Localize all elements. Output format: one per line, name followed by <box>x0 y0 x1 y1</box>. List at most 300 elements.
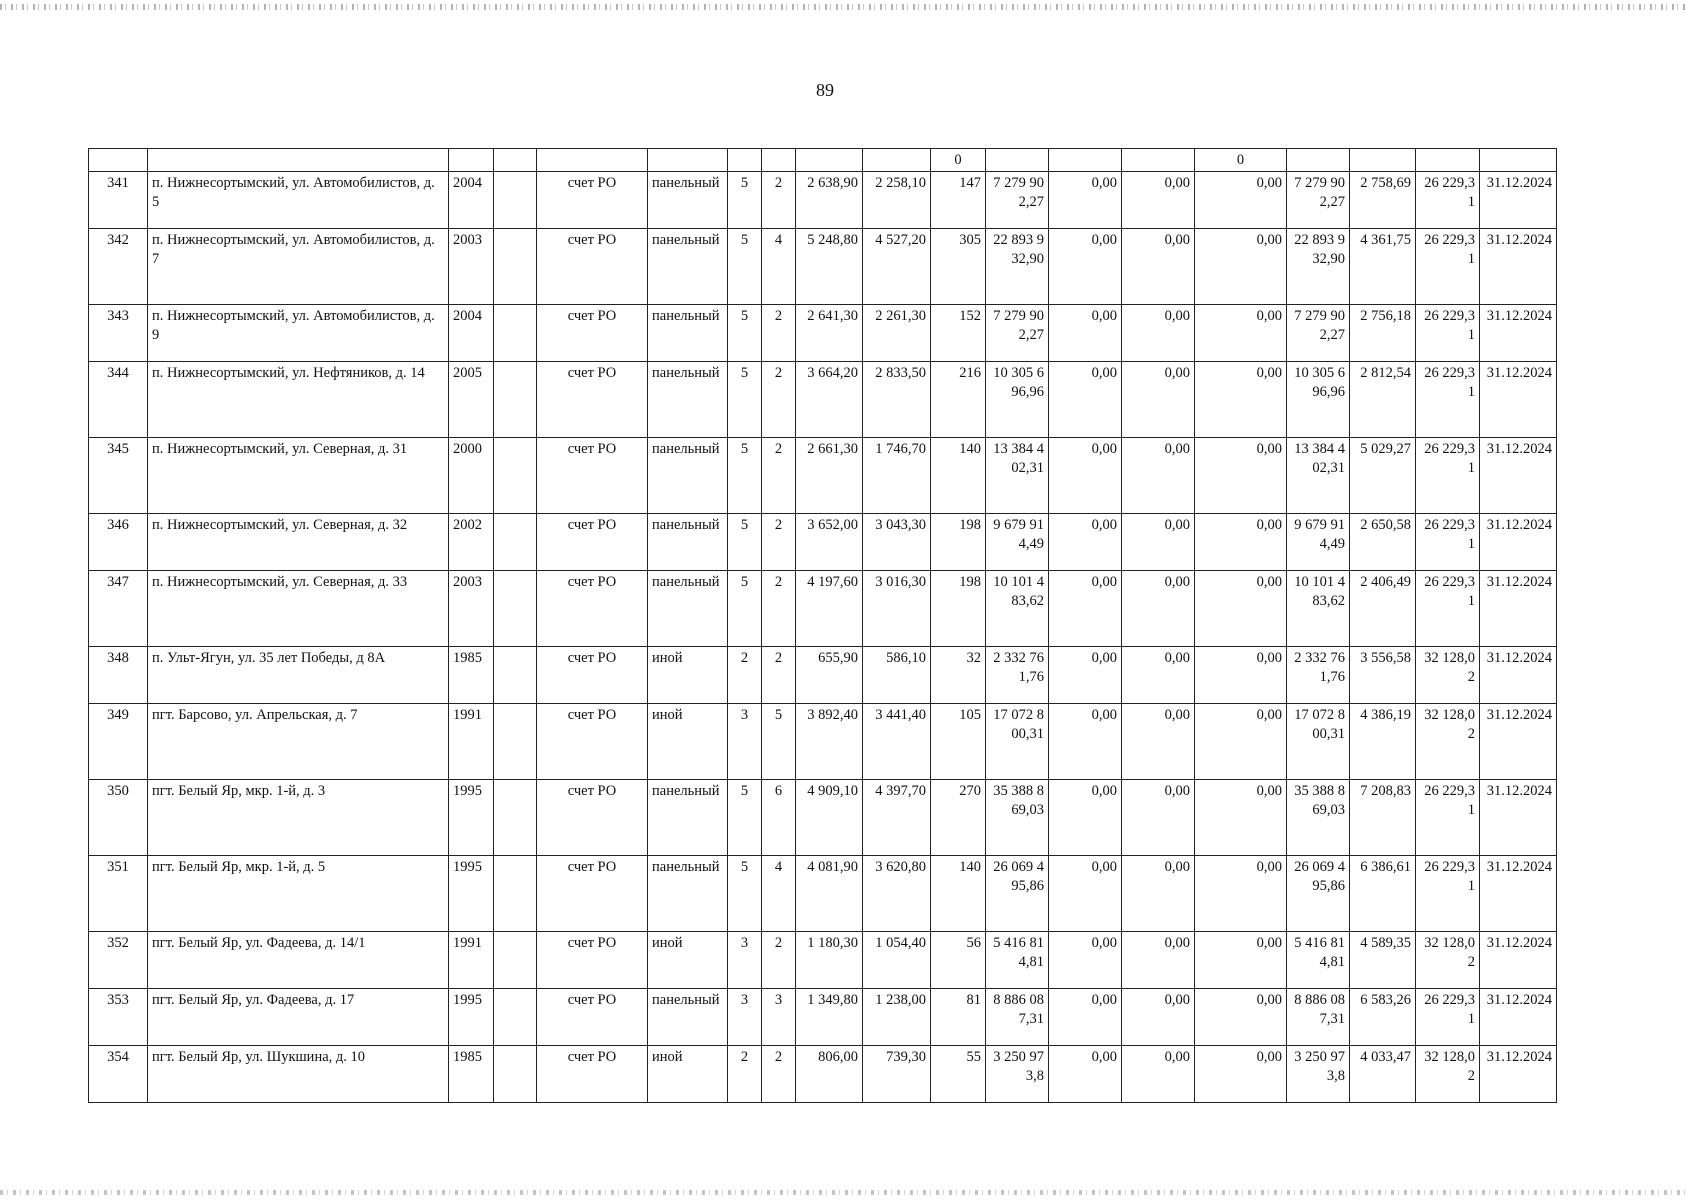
area-total-cell: 4 909,10 <box>796 780 863 856</box>
date-cell: 31.12.2024 <box>1480 856 1557 932</box>
year-cell: 2003 <box>449 229 494 305</box>
address-cell: п. Ульт-Ягун, ул. 35 лет Победы, д 8А <box>148 647 449 704</box>
per-m2-cell: 6 583,26 <box>1350 989 1416 1046</box>
year-cell: 2004 <box>449 305 494 362</box>
continuation-cell <box>986 149 1049 172</box>
value-2-cell: 0,00 <box>1122 229 1195 305</box>
cost-cell: 13 384 402,31 <box>986 438 1049 514</box>
address-cell: п. Нижнесортымский, ул. Северная, д. 31 <box>148 438 449 514</box>
cost-cell: 3 250 973,8 <box>986 1046 1049 1103</box>
value-1-cell: 0,00 <box>1049 780 1122 856</box>
value-1-cell: 0,00 <box>1049 647 1122 704</box>
continuation-cell <box>89 149 148 172</box>
row-number: 345 <box>89 438 148 514</box>
entrances-cell: 2 <box>762 362 796 438</box>
per-m2-cell: 4 589,35 <box>1350 932 1416 989</box>
continuation-cell <box>1350 149 1416 172</box>
address-cell: пгт. Белый Яр, ул. Фадеева, д. 17 <box>148 989 449 1046</box>
value-2-cell: 0,00 <box>1122 571 1195 647</box>
account-cell: счет РО <box>537 704 648 780</box>
value-2-cell: 0,00 <box>1122 1046 1195 1103</box>
table-row <box>89 305 1557 362</box>
material-cell: панельный <box>648 438 728 514</box>
value-1-cell: 0,00 <box>1049 305 1122 362</box>
floors-cell: 5 <box>728 229 762 305</box>
value-3-cell: 0,00 <box>1195 229 1287 305</box>
account-cell: счет РО <box>537 305 648 362</box>
value-2-cell: 0,00 <box>1122 932 1195 989</box>
row-number: 347 <box>89 571 148 647</box>
year-cell: 1985 <box>449 647 494 704</box>
cost-cell: 35 388 869,03 <box>986 780 1049 856</box>
entrances-cell: 6 <box>762 780 796 856</box>
address-cell: п. Нижнесортымский, ул. Северная, д. 32 <box>148 514 449 571</box>
total-cell: 10 305 696,96 <box>1287 362 1350 438</box>
table-row <box>89 780 1557 856</box>
limit-cell: 26 229,31 <box>1416 305 1480 362</box>
continuation-cell <box>494 149 537 172</box>
limit-cell: 26 229,31 <box>1416 229 1480 305</box>
scan-edge-top <box>0 4 1686 10</box>
row-number: 348 <box>89 647 148 704</box>
area-living-cell: 2 258,10 <box>863 172 931 229</box>
page-number: 89 <box>816 80 834 100</box>
area-total-cell: 5 248,80 <box>796 229 863 305</box>
table-row <box>89 856 1557 932</box>
date-cell: 31.12.2024 <box>1480 172 1557 229</box>
continuation-cell <box>762 149 796 172</box>
value-1-cell: 0,00 <box>1049 1046 1122 1103</box>
per-m2-cell: 2 812,54 <box>1350 362 1416 438</box>
table-row <box>89 989 1557 1046</box>
year-cell: 1995 <box>449 856 494 932</box>
entrances-cell: 2 <box>762 172 796 229</box>
limit-cell: 26 229,31 <box>1416 362 1480 438</box>
row-number: 351 <box>89 856 148 932</box>
area-living-cell: 2 261,30 <box>863 305 931 362</box>
date-cell: 31.12.2024 <box>1480 438 1557 514</box>
continuation-row <box>89 149 1557 172</box>
residents-cell: 198 <box>931 571 986 647</box>
account-cell: счет РО <box>537 438 648 514</box>
residents-cell: 56 <box>931 932 986 989</box>
blank-cell <box>494 1046 537 1103</box>
date-cell: 31.12.2024 <box>1480 647 1557 704</box>
area-living-cell: 4 397,70 <box>863 780 931 856</box>
continuation-cell <box>1480 149 1557 172</box>
entrances-cell: 2 <box>762 932 796 989</box>
per-m2-cell: 4 386,19 <box>1350 704 1416 780</box>
material-cell: иной <box>648 932 728 989</box>
blank-cell <box>494 514 537 571</box>
limit-cell: 32 128,02 <box>1416 647 1480 704</box>
table-row <box>89 1046 1557 1103</box>
account-cell: счет РО <box>537 514 648 571</box>
value-1-cell: 0,00 <box>1049 704 1122 780</box>
row-number: 352 <box>89 932 148 989</box>
value-1-cell: 0,00 <box>1049 932 1122 989</box>
cost-cell: 5 416 814,81 <box>986 932 1049 989</box>
floors-cell: 2 <box>728 1046 762 1103</box>
value-1-cell: 0,00 <box>1049 229 1122 305</box>
table-row <box>89 438 1557 514</box>
blank-cell <box>494 989 537 1046</box>
per-m2-cell: 4 033,47 <box>1350 1046 1416 1103</box>
per-m2-cell: 3 556,58 <box>1350 647 1416 704</box>
year-cell: 1991 <box>449 704 494 780</box>
date-cell: 31.12.2024 <box>1480 514 1557 571</box>
value-3-cell: 0,00 <box>1195 989 1287 1046</box>
entrances-cell: 5 <box>762 704 796 780</box>
floors-cell: 5 <box>728 780 762 856</box>
material-cell: панельный <box>648 362 728 438</box>
material-cell: панельный <box>648 172 728 229</box>
value-3-cell: 0,00 <box>1195 856 1287 932</box>
floors-cell: 5 <box>728 438 762 514</box>
value-2-cell: 0,00 <box>1122 647 1195 704</box>
continuation-cell: 0 <box>1195 149 1287 172</box>
total-cell: 8 886 087,31 <box>1287 989 1350 1046</box>
date-cell: 31.12.2024 <box>1480 989 1557 1046</box>
address-cell: п. Нижнесортымский, ул. Автомобилистов, д. 9 <box>148 305 449 362</box>
area-living-cell: 2 833,50 <box>863 362 931 438</box>
table-row <box>89 932 1557 989</box>
value-3-cell: 0,00 <box>1195 362 1287 438</box>
account-cell: счет РО <box>537 571 648 647</box>
total-cell: 3 250 973,8 <box>1287 1046 1350 1103</box>
area-living-cell: 3 441,40 <box>863 704 931 780</box>
per-m2-cell: 7 208,83 <box>1350 780 1416 856</box>
area-total-cell: 1 180,30 <box>796 932 863 989</box>
value-3-cell: 0,00 <box>1195 571 1287 647</box>
material-cell: панельный <box>648 780 728 856</box>
floors-cell: 5 <box>728 856 762 932</box>
residents-cell: 140 <box>931 856 986 932</box>
cost-cell: 17 072 800,31 <box>986 704 1049 780</box>
row-number: 342 <box>89 229 148 305</box>
address-cell: п. Нижнесортымский, ул. Северная, д. 33 <box>148 571 449 647</box>
address-cell: п. Нижнесортымский, ул. Нефтяников, д. 14 <box>148 362 449 438</box>
area-living-cell: 1 054,40 <box>863 932 931 989</box>
continuation-cell <box>449 149 494 172</box>
limit-cell: 26 229,31 <box>1416 780 1480 856</box>
account-cell: счет РО <box>537 1046 648 1103</box>
date-cell: 31.12.2024 <box>1480 362 1557 438</box>
total-cell: 17 072 800,31 <box>1287 704 1350 780</box>
account-cell: счет РО <box>537 172 648 229</box>
limit-cell: 26 229,31 <box>1416 172 1480 229</box>
continuation-cell <box>1287 149 1350 172</box>
account-cell: счет РО <box>537 989 648 1046</box>
value-3-cell: 0,00 <box>1195 514 1287 571</box>
total-cell: 7 279 902,27 <box>1287 305 1350 362</box>
value-3-cell: 0,00 <box>1195 438 1287 514</box>
address-cell: пгт. Барсово, ул. Апрельская, д. 7 <box>148 704 449 780</box>
blank-cell <box>494 647 537 704</box>
value-2-cell: 0,00 <box>1122 856 1195 932</box>
housing-register-table <box>88 148 1557 1103</box>
continuation-cell <box>1049 149 1122 172</box>
value-1-cell: 0,00 <box>1049 514 1122 571</box>
area-living-cell: 3 620,80 <box>863 856 931 932</box>
value-3-cell: 0,00 <box>1195 780 1287 856</box>
row-number: 346 <box>89 514 148 571</box>
area-living-cell: 4 527,20 <box>863 229 931 305</box>
cost-cell: 7 279 902,27 <box>986 305 1049 362</box>
table-row <box>89 647 1557 704</box>
total-cell: 35 388 869,03 <box>1287 780 1350 856</box>
area-living-cell: 3 043,30 <box>863 514 931 571</box>
residents-cell: 198 <box>931 514 986 571</box>
date-cell: 31.12.2024 <box>1480 932 1557 989</box>
row-number: 354 <box>89 1046 148 1103</box>
residents-cell: 140 <box>931 438 986 514</box>
table-row <box>89 704 1557 780</box>
year-cell: 1995 <box>449 780 494 856</box>
year-cell: 2004 <box>449 172 494 229</box>
area-total-cell: 2 641,30 <box>796 305 863 362</box>
continuation-cell <box>1122 149 1195 172</box>
limit-cell: 26 229,31 <box>1416 514 1480 571</box>
limit-cell: 26 229,31 <box>1416 989 1480 1046</box>
address-cell: п. Нижнесортымский, ул. Автомобилистов, д. 7 <box>148 229 449 305</box>
area-living-cell: 739,30 <box>863 1046 931 1103</box>
floors-cell: 5 <box>728 571 762 647</box>
cost-cell: 10 305 696,96 <box>986 362 1049 438</box>
area-living-cell: 586,10 <box>863 647 931 704</box>
date-cell: 31.12.2024 <box>1480 780 1557 856</box>
per-m2-cell: 4 361,75 <box>1350 229 1416 305</box>
cost-cell: 26 069 495,86 <box>986 856 1049 932</box>
area-total-cell: 3 652,00 <box>796 514 863 571</box>
year-cell: 2003 <box>449 571 494 647</box>
area-total-cell: 2 638,90 <box>796 172 863 229</box>
area-total-cell: 4 197,60 <box>796 571 863 647</box>
blank-cell <box>494 305 537 362</box>
residents-cell: 216 <box>931 362 986 438</box>
account-cell: счет РО <box>537 647 648 704</box>
residents-cell: 81 <box>931 989 986 1046</box>
value-2-cell: 0,00 <box>1122 780 1195 856</box>
material-cell: иной <box>648 704 728 780</box>
area-total-cell: 3 664,20 <box>796 362 863 438</box>
area-total-cell: 1 349,80 <box>796 989 863 1046</box>
entrances-cell: 2 <box>762 305 796 362</box>
value-1-cell: 0,00 <box>1049 571 1122 647</box>
area-total-cell: 2 661,30 <box>796 438 863 514</box>
address-cell: пгт. Белый Яр, ул. Шукшина, д. 10 <box>148 1046 449 1103</box>
date-cell: 31.12.2024 <box>1480 704 1557 780</box>
material-cell: панельный <box>648 856 728 932</box>
value-1-cell: 0,00 <box>1049 438 1122 514</box>
row-number: 350 <box>89 780 148 856</box>
value-2-cell: 0,00 <box>1122 704 1195 780</box>
total-cell: 2 332 761,76 <box>1287 647 1350 704</box>
address-cell: пгт. Белый Яр, мкр. 1-й, д. 5 <box>148 856 449 932</box>
value-2-cell: 0,00 <box>1122 305 1195 362</box>
continuation-cell <box>1416 149 1480 172</box>
material-cell: панельный <box>648 989 728 1046</box>
entrances-cell: 2 <box>762 1046 796 1103</box>
residents-cell: 305 <box>931 229 986 305</box>
area-living-cell: 1 238,00 <box>863 989 931 1046</box>
value-1-cell: 0,00 <box>1049 989 1122 1046</box>
blank-cell <box>494 856 537 932</box>
blank-cell <box>494 571 537 647</box>
floors-cell: 5 <box>728 172 762 229</box>
value-1-cell: 0,00 <box>1049 362 1122 438</box>
value-2-cell: 0,00 <box>1122 989 1195 1046</box>
year-cell: 2005 <box>449 362 494 438</box>
material-cell: панельный <box>648 305 728 362</box>
floors-cell: 5 <box>728 362 762 438</box>
address-cell: п. Нижнесортымский, ул. Автомобилистов, д. 5 <box>148 172 449 229</box>
cost-cell: 9 679 914,49 <box>986 514 1049 571</box>
continuation-cell <box>863 149 931 172</box>
floors-cell: 3 <box>728 989 762 1046</box>
entrances-cell: 4 <box>762 856 796 932</box>
material-cell: иной <box>648 1046 728 1103</box>
cost-cell: 2 332 761,76 <box>986 647 1049 704</box>
row-number: 353 <box>89 989 148 1046</box>
material-cell: панельный <box>648 571 728 647</box>
date-cell: 31.12.2024 <box>1480 305 1557 362</box>
continuation-cell: 0 <box>931 149 986 172</box>
material-cell: панельный <box>648 514 728 571</box>
limit-cell: 32 128,02 <box>1416 932 1480 989</box>
year-cell: 1985 <box>449 1046 494 1103</box>
residents-cell: 152 <box>931 305 986 362</box>
cost-cell: 7 279 902,27 <box>986 172 1049 229</box>
row-number: 344 <box>89 362 148 438</box>
area-living-cell: 1 746,70 <box>863 438 931 514</box>
value-2-cell: 0,00 <box>1122 172 1195 229</box>
blank-cell <box>494 362 537 438</box>
table-row <box>89 362 1557 438</box>
blank-cell <box>494 780 537 856</box>
total-cell: 7 279 902,27 <box>1287 172 1350 229</box>
entrances-cell: 3 <box>762 989 796 1046</box>
cost-cell: 10 101 483,62 <box>986 571 1049 647</box>
floors-cell: 5 <box>728 514 762 571</box>
blank-cell <box>494 229 537 305</box>
continuation-cell <box>648 149 728 172</box>
entrances-cell: 2 <box>762 438 796 514</box>
residents-cell: 105 <box>931 704 986 780</box>
floors-cell: 3 <box>728 704 762 780</box>
value-3-cell: 0,00 <box>1195 1046 1287 1103</box>
residents-cell: 147 <box>931 172 986 229</box>
year-cell: 2000 <box>449 438 494 514</box>
entrances-cell: 2 <box>762 647 796 704</box>
year-cell: 1995 <box>449 989 494 1046</box>
floors-cell: 5 <box>728 305 762 362</box>
per-m2-cell: 2 756,18 <box>1350 305 1416 362</box>
area-total-cell: 4 081,90 <box>796 856 863 932</box>
table-row <box>89 571 1557 647</box>
date-cell: 31.12.2024 <box>1480 229 1557 305</box>
entrances-cell: 4 <box>762 229 796 305</box>
total-cell: 22 893 932,90 <box>1287 229 1350 305</box>
table-row <box>89 514 1557 571</box>
row-number: 349 <box>89 704 148 780</box>
value-3-cell: 0,00 <box>1195 932 1287 989</box>
limit-cell: 26 229,31 <box>1416 438 1480 514</box>
year-cell: 2002 <box>449 514 494 571</box>
continuation-cell <box>537 149 648 172</box>
residents-cell: 32 <box>931 647 986 704</box>
row-number: 343 <box>89 305 148 362</box>
account-cell: счет РО <box>537 362 648 438</box>
entrances-cell: 2 <box>762 514 796 571</box>
area-living-cell: 3 016,30 <box>863 571 931 647</box>
per-m2-cell: 6 386,61 <box>1350 856 1416 932</box>
value-3-cell: 0,00 <box>1195 305 1287 362</box>
year-cell: 1991 <box>449 932 494 989</box>
account-cell: счет РО <box>537 932 648 989</box>
material-cell: иной <box>648 647 728 704</box>
entrances-cell: 2 <box>762 571 796 647</box>
cost-cell: 8 886 087,31 <box>986 989 1049 1046</box>
total-cell: 26 069 495,86 <box>1287 856 1350 932</box>
total-cell: 10 101 483,62 <box>1287 571 1350 647</box>
residents-cell: 55 <box>931 1046 986 1103</box>
row-number: 341 <box>89 172 148 229</box>
floors-cell: 3 <box>728 932 762 989</box>
total-cell: 9 679 914,49 <box>1287 514 1350 571</box>
residents-cell: 270 <box>931 780 986 856</box>
table-row <box>89 172 1557 229</box>
value-2-cell: 0,00 <box>1122 362 1195 438</box>
address-cell: пгт. Белый Яр, мкр. 1-й, д. 3 <box>148 780 449 856</box>
value-3-cell: 0,00 <box>1195 647 1287 704</box>
value-1-cell: 0,00 <box>1049 172 1122 229</box>
value-2-cell: 0,00 <box>1122 438 1195 514</box>
per-m2-cell: 2 406,49 <box>1350 571 1416 647</box>
blank-cell <box>494 172 537 229</box>
continuation-cell <box>796 149 863 172</box>
date-cell: 31.12.2024 <box>1480 571 1557 647</box>
value-3-cell: 0,00 <box>1195 704 1287 780</box>
account-cell: счет РО <box>537 229 648 305</box>
account-cell: счет РО <box>537 780 648 856</box>
per-m2-cell: 5 029,27 <box>1350 438 1416 514</box>
per-m2-cell: 2 650,58 <box>1350 514 1416 571</box>
area-total-cell: 3 892,40 <box>796 704 863 780</box>
account-cell: счет РО <box>537 856 648 932</box>
area-total-cell: 655,90 <box>796 647 863 704</box>
scan-edge-bottom <box>0 1190 1686 1195</box>
continuation-cell <box>728 149 762 172</box>
limit-cell: 32 128,02 <box>1416 704 1480 780</box>
per-m2-cell: 2 758,69 <box>1350 172 1416 229</box>
area-total-cell: 806,00 <box>796 1046 863 1103</box>
continuation-cell <box>148 149 449 172</box>
total-cell: 13 384 402,31 <box>1287 438 1350 514</box>
blank-cell <box>494 438 537 514</box>
value-3-cell: 0,00 <box>1195 172 1287 229</box>
cost-cell: 22 893 932,90 <box>986 229 1049 305</box>
total-cell: 5 416 814,81 <box>1287 932 1350 989</box>
material-cell: панельный <box>648 229 728 305</box>
blank-cell <box>494 704 537 780</box>
limit-cell: 26 229,31 <box>1416 856 1480 932</box>
limit-cell: 26 229,31 <box>1416 571 1480 647</box>
date-cell: 31.12.2024 <box>1480 1046 1557 1103</box>
table-row <box>89 229 1557 305</box>
blank-cell <box>494 932 537 989</box>
limit-cell: 32 128,02 <box>1416 1046 1480 1103</box>
